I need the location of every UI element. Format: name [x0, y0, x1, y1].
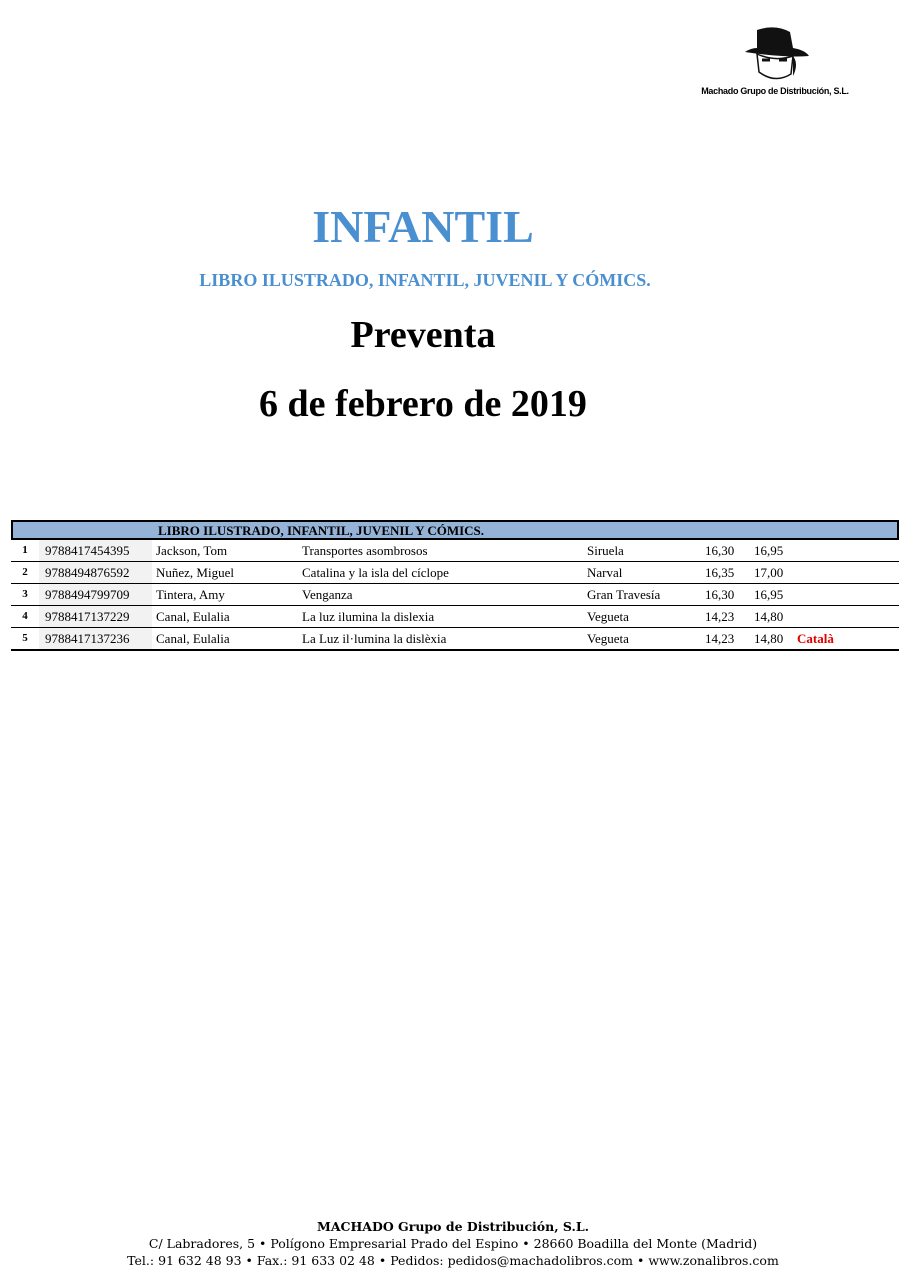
footer-address: C/ Labradores, 5 • Polígono Empresarial Prado del Espino • 28660 Boadilla del Monte (Madrid): [148, 1236, 758, 1251]
row-number: 1: [22, 544, 28, 556]
author: Tintera, Amy: [156, 587, 225, 602]
book-title: Catalina y la isla del cíclope: [302, 565, 449, 580]
page-subtitle: LIBRO ILUSTRADO, INFANTIL, JUVENIL Y CÓMICS.: [199, 270, 651, 290]
isbn: 9788417454395: [39, 540, 152, 561]
language-note: Català: [797, 631, 834, 646]
publisher: Gran Travesía: [587, 587, 661, 602]
book-table: [11, 520, 899, 651]
net-price: 14,23: [705, 631, 735, 646]
row-number: 5: [22, 632, 28, 644]
table-row: [11, 562, 899, 584]
retail-price: 17,00: [754, 565, 784, 580]
book-title: Venganza: [302, 587, 353, 602]
retail-price: 14,80: [754, 631, 784, 646]
section-header: LIBRO ILUSTRADO, INFANTIL, JUVENIL Y CÓMICS.: [11, 520, 899, 540]
author: Jackson, Tom: [156, 543, 228, 558]
page-title: INFANTIL: [312, 201, 534, 252]
isbn: 9788417137229: [39, 606, 152, 627]
author: Canal, Eulalia: [156, 631, 230, 646]
publisher: Vegueta: [587, 609, 629, 624]
publisher: Vegueta: [587, 631, 629, 646]
book-title: Transportes asombrosos: [302, 543, 428, 558]
isbn: 9788494799709: [39, 584, 152, 605]
row-number: 3: [22, 588, 28, 600]
author: Canal, Eulalia: [156, 609, 230, 624]
book-title: La luz ilumina la dislexia: [302, 609, 435, 624]
row-number: 4: [22, 610, 28, 622]
hat-man-logo-icon: [735, 22, 815, 84]
table-row: [11, 584, 899, 606]
row-number: 2: [22, 566, 28, 578]
logo-text: Machado Grupo de Distribución, S.L.: [701, 86, 849, 96]
retail-price: 14,80: [754, 609, 784, 624]
isbn: 9788494876592: [39, 562, 152, 583]
book-title: La Luz il·lumina la dislèxia: [302, 631, 447, 646]
footer-company: MACHADO Grupo de Distribución, S.L.: [316, 1219, 590, 1234]
footer-contact: Tel.: 91 632 48 93 • Fax.: 91 633 02 48 • Pedidos: pedidos@machadolibros.com • www.zonalibros.com: [127, 1253, 779, 1268]
catalog-date: 6 de febrero de 2019: [259, 383, 587, 425]
isbn: 9788417137236: [39, 628, 152, 649]
net-price: 16,30: [705, 587, 735, 602]
retail-price: 16,95: [754, 543, 784, 558]
catalog-type: Preventa: [350, 314, 496, 356]
table-row: [11, 606, 899, 628]
net-price: 16,35: [705, 565, 735, 580]
net-price: 16,30: [705, 543, 735, 558]
net-price: 14,23: [705, 609, 735, 624]
publisher: Narval: [587, 565, 623, 580]
retail-price: 16,95: [754, 587, 784, 602]
author: Nuñez, Miguel: [156, 565, 234, 580]
company-logo: [700, 22, 850, 102]
publisher: Siruela: [587, 543, 624, 558]
table-row: [11, 540, 899, 562]
table-row: [11, 628, 899, 651]
